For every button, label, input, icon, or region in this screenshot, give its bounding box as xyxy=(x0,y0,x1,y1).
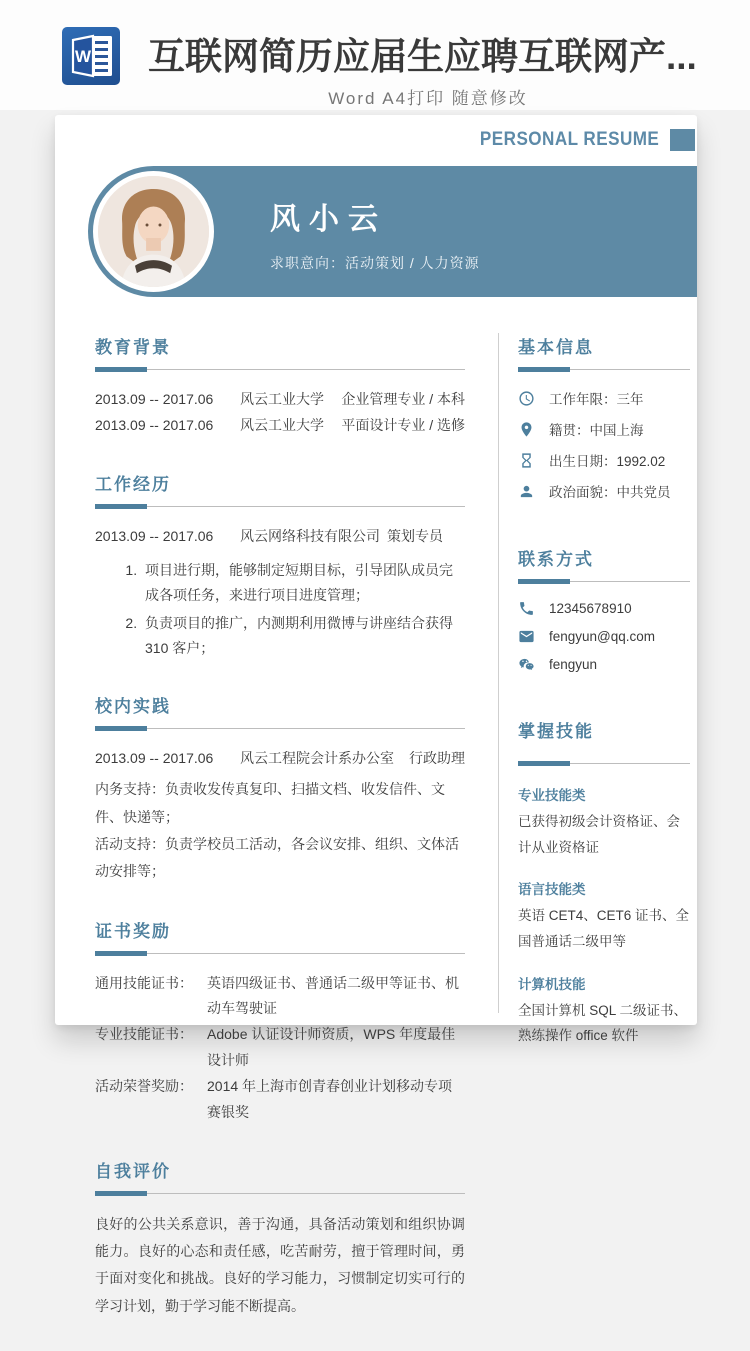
person-icon xyxy=(518,483,535,500)
email-icon xyxy=(518,628,535,645)
wechat-id: fengyun xyxy=(549,657,598,672)
skill-group-text: 英语 CET4、CET6 证书、全国普通话二级甲等 xyxy=(518,908,690,949)
phone-number: 12345678910 xyxy=(549,601,632,616)
edu-date: 2013.09 -- 2017.06 xyxy=(95,391,214,407)
section-rule xyxy=(518,761,690,766)
contact-item xyxy=(518,628,690,645)
basic-info-text: 出生日期：1992.02 xyxy=(549,454,666,469)
listing-title: 互联网简历应届生应聘互联网产... xyxy=(148,36,697,77)
column-divider xyxy=(498,333,499,1013)
section-contact xyxy=(518,545,690,673)
work-role: 策划专员 xyxy=(387,527,443,544)
work-duty-item: 2. 负责项目的推广，内测期利用微博与讲座结合获得 310 客户； xyxy=(141,611,465,661)
left-column xyxy=(95,333,465,1351)
section-rule xyxy=(518,579,690,584)
award-value: 英语四级证书、普通话二级甲等证书、机动车驾驶证 xyxy=(207,974,459,1017)
work-years-icon xyxy=(518,390,535,407)
work-duty-list xyxy=(95,558,465,662)
word-logo-icon xyxy=(62,27,120,85)
education-row xyxy=(95,413,465,439)
wechat-icon xyxy=(518,656,535,673)
campus-date: 2013.09 -- 2017.06 xyxy=(95,750,214,767)
section-rule xyxy=(95,951,465,956)
education-row xyxy=(95,387,465,413)
basic-info-item xyxy=(518,388,690,408)
award-value: 2014 年上海市创青春创业计划移动专项赛银奖 xyxy=(207,1078,453,1120)
personal-resume-label-row xyxy=(460,129,695,151)
skill-group-label: 计算机技能 xyxy=(518,976,586,992)
edu-date: 2013.09 -- 2017.06 xyxy=(95,416,214,433)
work-date: 2013.09 -- 2017.06 xyxy=(95,527,214,544)
email-address: fengyun@qq.com xyxy=(549,629,656,644)
award-row xyxy=(95,971,465,1023)
accent-square xyxy=(670,129,695,151)
basic-info-text: 工作年限：三年 xyxy=(549,392,644,407)
self-evaluation-text: 良好的公共关系意识，善于沟通，具备活动策划和组织协调能力。良好的心态和责任感，吃苦耐劳，擅于管理时间，勇于面对变化和挑战。良好的学习能力，习惯制定切实可行的学习计划，勤于学习能不断提高。 xyxy=(95,1215,465,1314)
award-label: 通用技能证书： xyxy=(95,974,193,991)
section-title: 校内实践 xyxy=(95,697,171,717)
section-campus xyxy=(95,692,465,885)
basic-info-item xyxy=(518,481,690,501)
section-title: 证书奖励 xyxy=(95,921,171,941)
section-title: 教育背景 xyxy=(95,338,171,357)
campus-office: 风云工程院会计系办公室 xyxy=(240,750,394,767)
work-company: 风云网络科技有限公司 xyxy=(240,527,380,544)
award-row xyxy=(95,1022,465,1074)
profile-photo xyxy=(93,171,214,292)
word-file-icon xyxy=(62,27,120,85)
edu-school: 风云工业大学 xyxy=(240,416,324,433)
campus-duty-line: 内务支持：负责收发传真复印、扫描文档、收发信件、文件、快递等； xyxy=(95,781,445,825)
location-icon xyxy=(518,421,535,438)
basic-info-item xyxy=(518,419,690,439)
work-duty-item: 1. 项目进行期，能够制定短期目标，引导团队成员完成各项任务，来进行项目进度管理； xyxy=(141,558,465,608)
section-evaluation xyxy=(95,1157,465,1320)
section-rule xyxy=(95,367,465,372)
skill-group xyxy=(518,784,690,860)
section-title: 联系方式 xyxy=(518,550,594,569)
award-value: Adobe 认证设计师资质，WPS 年度最佳设计师 xyxy=(207,1026,456,1069)
award-label: 专业技能证书： xyxy=(95,1026,193,1043)
basic-info-text: 籍贯：中国上海 xyxy=(549,423,644,438)
personal-resume-label: PERSONAL RESUME xyxy=(479,129,659,150)
skill-group-text: 全国计算机 SQL 二级证书、熟练操作 office 软件 xyxy=(518,1002,688,1044)
section-skills xyxy=(518,717,690,1049)
contact-item xyxy=(518,656,690,673)
word-logo-letter: W xyxy=(74,47,92,66)
campus-duty-line: 活动支持：负责学校员工活动，各会议安排、组织、文体活动安排等； xyxy=(95,835,459,880)
edu-major: 平面设计专业 / 选修 xyxy=(341,416,465,433)
skill-group-label: 语言技能类 xyxy=(518,882,586,898)
listing-subtitle: Word A4打印 随意修改 xyxy=(328,89,528,108)
section-awards xyxy=(95,917,465,1126)
award-row xyxy=(95,1074,465,1126)
section-rule xyxy=(95,726,465,731)
edu-school: 风云工业大学 xyxy=(240,391,324,407)
right-column xyxy=(518,333,690,1093)
portrait-illustration xyxy=(98,176,209,287)
campus-role: 行政助理 xyxy=(409,750,465,767)
section-rule xyxy=(518,367,690,372)
campus-row xyxy=(95,746,465,772)
work-row xyxy=(95,524,465,550)
skill-group xyxy=(518,878,690,954)
resume-page xyxy=(55,115,697,1314)
skill-group-label: 专业技能类 xyxy=(518,788,586,803)
hourglass-icon xyxy=(518,452,535,469)
candidate-name: 风小云 xyxy=(270,203,387,236)
section-title: 工作经历 xyxy=(95,474,171,494)
section-basic-info xyxy=(518,333,690,501)
job-objective: 求职意向：活动策划 / 人力资源 xyxy=(270,255,480,271)
section-title: 基本信息 xyxy=(518,338,594,357)
basic-info-item xyxy=(518,450,690,470)
contact-item xyxy=(518,600,690,617)
section-title: 自我评价 xyxy=(95,1161,171,1181)
award-label: 活动荣誉奖励： xyxy=(95,1078,193,1095)
skill-group-text: 已获得初级会计资格证、会计从业资格证 xyxy=(518,814,680,855)
section-rule xyxy=(95,504,465,509)
phone-icon xyxy=(518,600,535,617)
section-rule xyxy=(95,1191,465,1196)
section-title: 掌握技能 xyxy=(518,722,594,741)
section-education xyxy=(95,333,465,439)
skill-group xyxy=(518,973,690,1049)
product-header xyxy=(0,0,750,110)
basic-info-text: 政治面貌：中共党员 xyxy=(549,485,671,500)
section-work xyxy=(95,470,465,662)
edu-major: 企业管理专业 / 本科 xyxy=(341,391,465,407)
